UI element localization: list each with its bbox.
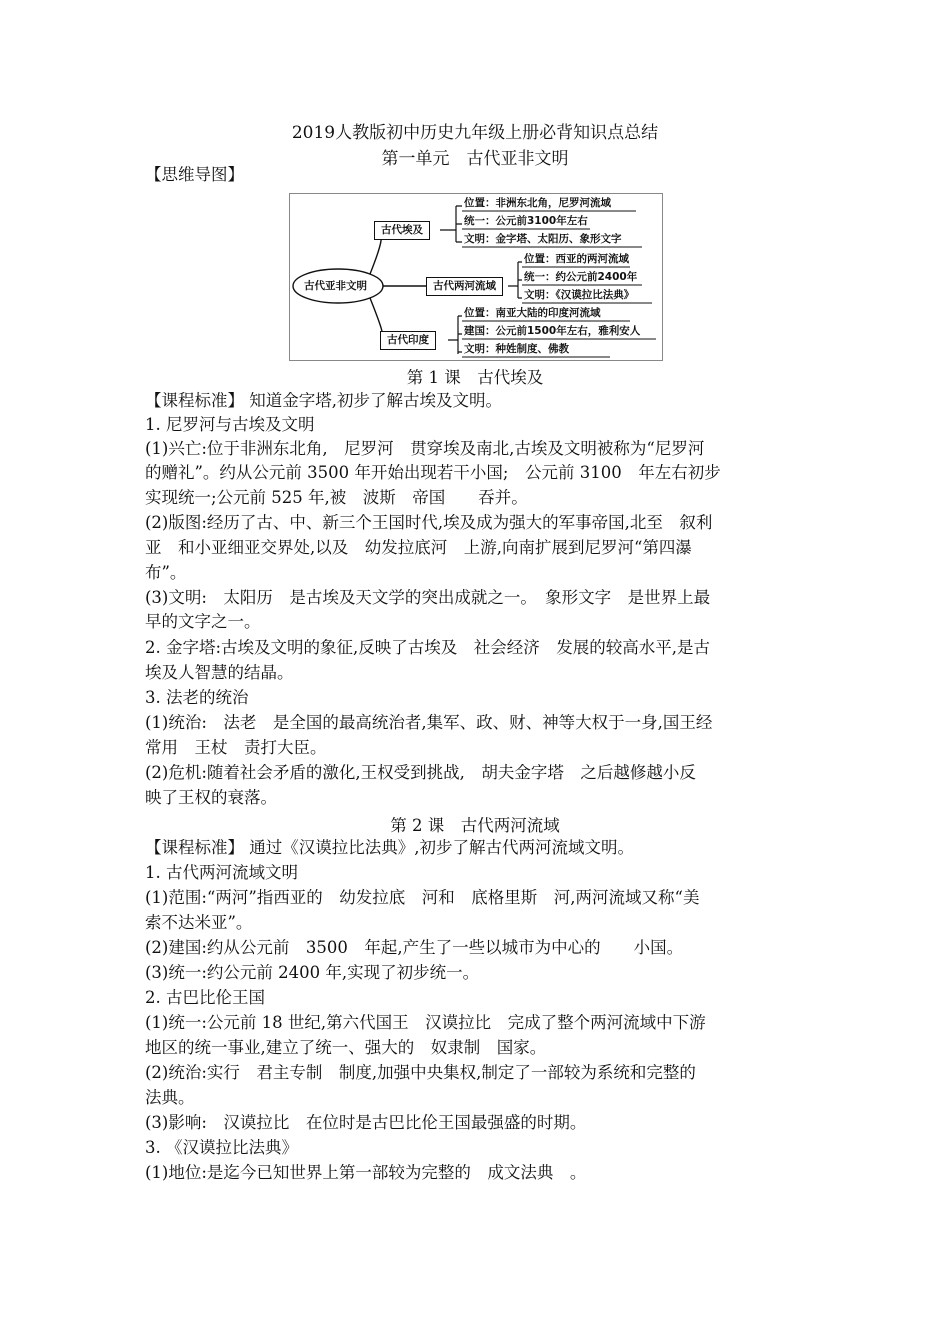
unit-title: 第一单元 古代亚非文明 <box>381 149 569 169</box>
text-line: 3. 《汉谟拉比法典》 <box>145 1138 298 1157</box>
text-line: 1. 古代两河流域文明 <box>145 863 298 882</box>
mind-map-root: 古代亚非文明 <box>304 280 367 292</box>
egypt-item: 位置：非洲东北角，尼罗河流域 <box>464 197 611 209</box>
mind-map-figure <box>289 193 663 361</box>
text-line: (3)文明: 太阳历 是古埃及天文学的突出成就之一。 象形文字 是世界上最 <box>145 588 711 607</box>
text-line: 2. 古巴比伦王国 <box>145 988 265 1007</box>
text-line: (3)统一:约公元前 2400 年,实现了初步统一。 <box>145 963 480 982</box>
mindmap-heading: 【思维导图】 <box>145 165 244 184</box>
text-line: (2)版图:经历了古、中、新三个王国时代,埃及成为强大的军事帝国,北至 叙利 <box>145 513 713 532</box>
text-line: 索不达米亚”。 <box>145 913 253 932</box>
branch-egypt: 古代埃及 <box>374 221 430 240</box>
text-line: 常用 王杖 责打大臣。 <box>145 738 327 757</box>
text-line: 亚 和小亚细亚交界处,以及 幼发拉底河 上游,向南扩展到尼罗河“第四瀑 <box>145 538 692 557</box>
text-line: (1)统一:公元前 18 世纪,第六代国王 汉谟拉比 完成了整个两河流域中下游 <box>145 1013 706 1032</box>
lesson-1-title: 第 1 课 古代埃及 <box>406 368 544 387</box>
text-line: 法典。 <box>145 1088 195 1107</box>
egypt-item: 统一：公元前3100年左右 <box>464 215 588 227</box>
lesson-2-title: 第 2 课 古代两河流域 <box>390 816 560 835</box>
india-item: 文明：种姓制度、佛教 <box>464 343 569 355</box>
mesopotamia-item: 统一：约公元前2400年 <box>524 271 638 283</box>
text-line: 实现统一;公元前 525 年,被 波斯 帝国 吞并。 <box>145 488 528 507</box>
text-line: (1)统治: 法老 是全国的最高统治者,集军、政、财、神等大权于一身,国王经 <box>145 713 713 732</box>
branch-mesopotamia: 古代两河流域 <box>426 277 503 296</box>
text-line: 【课程标准】 知道金字塔,初步了解古埃及文明。 <box>145 391 502 410</box>
egypt-item: 文明：金字塔、太阳历、象形文字 <box>464 233 622 245</box>
text-line: 2. 金字塔:古埃及文明的象征,反映了古埃及 社会经济 发展的较高水平,是古 <box>145 638 711 657</box>
text-line: 布”。 <box>145 563 187 582</box>
branch-india: 古代印度 <box>380 331 436 350</box>
text-line: 早的文字之一。 <box>145 612 261 631</box>
text-line: (1)兴亡:位于非洲东北角, 尼罗河 贯穿埃及南北,古埃及文明被称为“尼罗河 <box>145 439 705 458</box>
text-line: 3. 法老的统治 <box>145 688 249 707</box>
text-line: 映了王权的衰落。 <box>145 788 277 807</box>
text-line: (2)危机:随着社会矛盾的激化,王权受到挑战, 胡夫金字塔 之后越修越小反 <box>145 763 696 782</box>
text-line: (3)影响: 汉谟拉比 在位时是古巴比伦王国最强盛的时期。 <box>145 1113 587 1132</box>
text-line: (1)地位:是迄今已知世界上第一部较为完整的 成文法典 。 <box>145 1163 587 1182</box>
mesopotamia-item: 文明：《汉谟拉比法典》 <box>524 289 635 301</box>
text-line: 【课程标准】 通过《汉谟拉比法典》,初步了解古代两河流域文明。 <box>145 838 634 857</box>
india-item: 位置：南亚大陆的印度河流域 <box>464 307 601 319</box>
text-line: (2)统治:实行 君主专制 制度,加强中央集权,制定了一部较为系统和完整的 <box>145 1063 696 1082</box>
text-line: (2)建国:约从公元前 3500 年起,产生了一些以城市为中心的 小国。 <box>145 938 684 957</box>
india-item: 建国：公元前1500年左右，雅利安人 <box>464 325 641 337</box>
text-line: 1. 尼罗河与古埃及文明 <box>145 415 315 434</box>
text-line: 埃及人智慧的结晶。 <box>145 663 294 682</box>
text-line: 地区的统一事业,建立了统一、强大的 奴隶制 国家。 <box>145 1038 547 1057</box>
text-line: (1)范围:“两河”指西亚的 幼发拉底 河和 底格里斯 河,两河流域又称“美 <box>145 888 700 907</box>
mesopotamia-item: 位置：西亚的两河流域 <box>524 253 629 265</box>
document-title: 2019人教版初中历史九年级上册必背知识点总结 <box>291 123 659 143</box>
text-line: 的赠礼”。约从公元前 3500 年开始出现若干小国; 公元前 3100 年左右初步 <box>145 463 721 482</box>
